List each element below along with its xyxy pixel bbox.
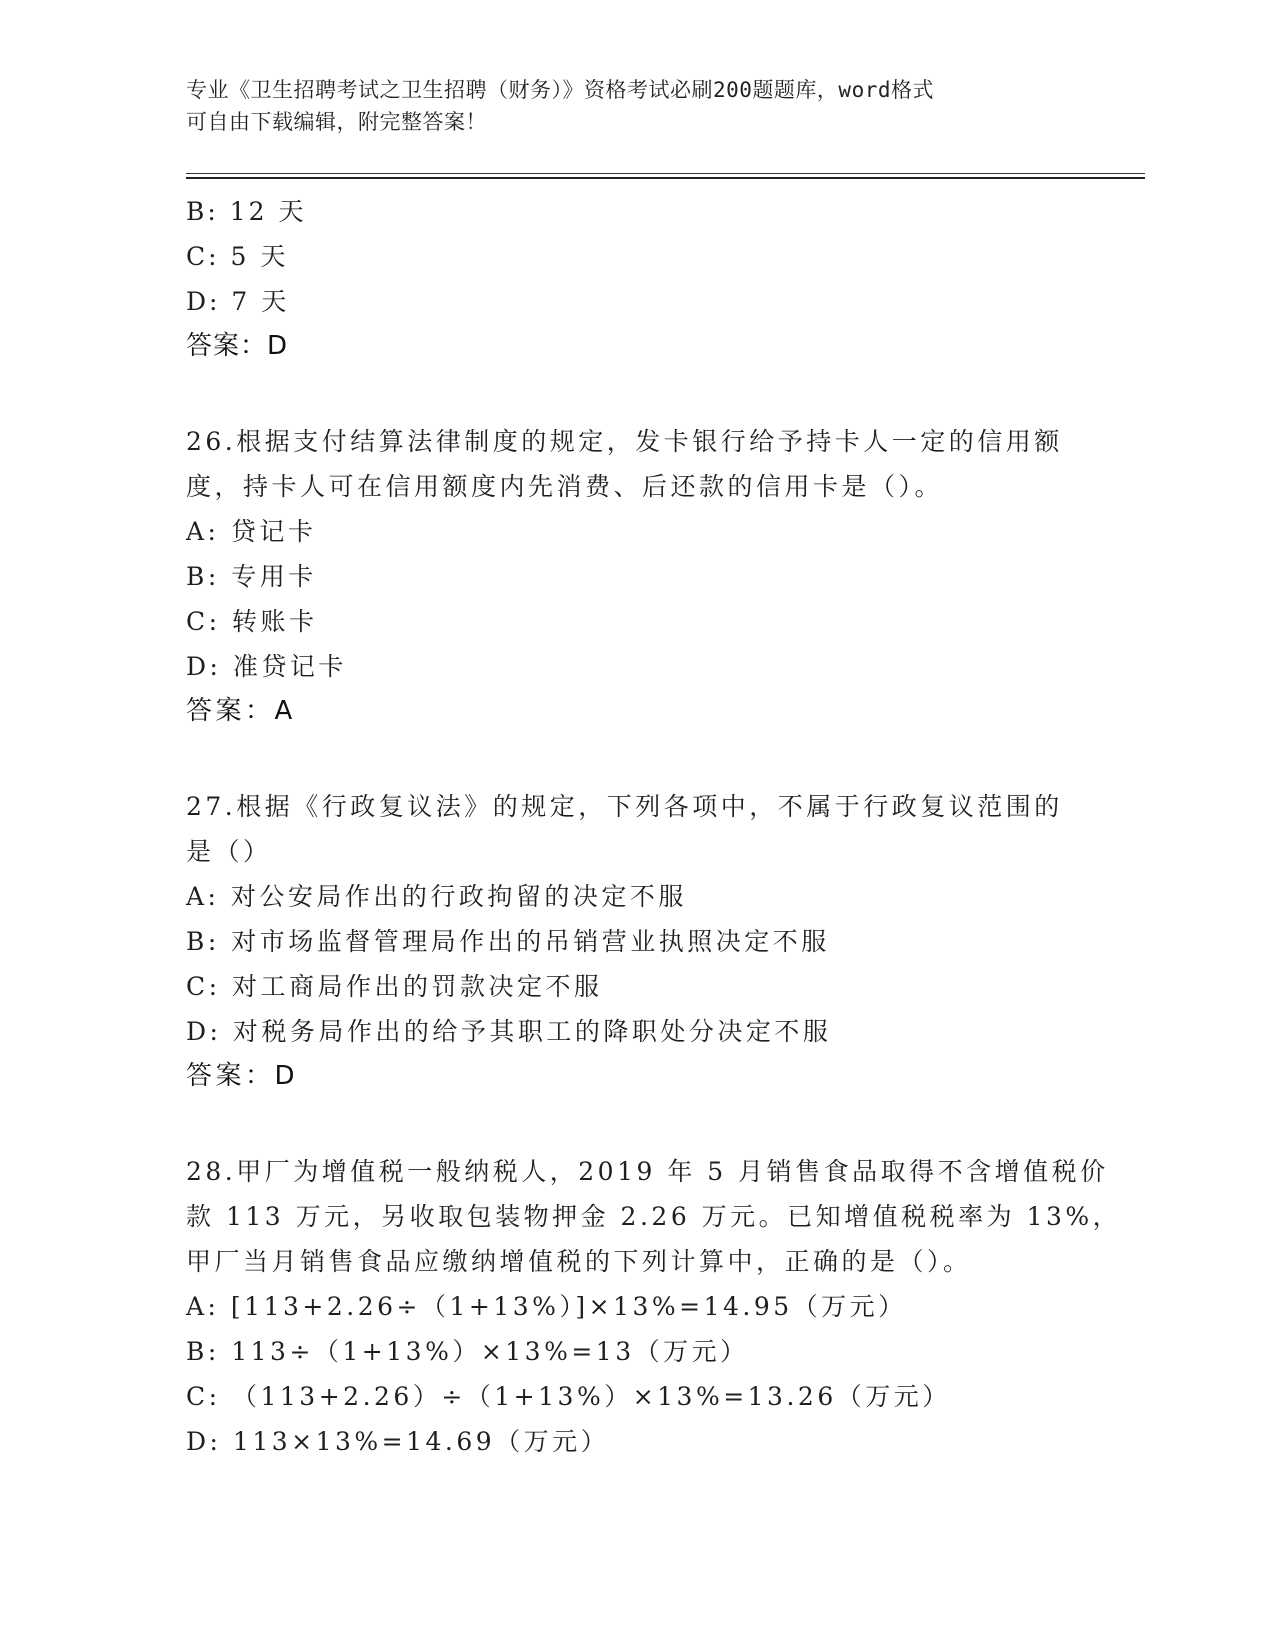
spacer <box>186 1099 1086 1149</box>
spacer <box>186 369 1086 419</box>
question-stem-line: 27.根据《行政复议法》的规定，下列各项中，不属于行政复议范围的 <box>186 792 1063 821</box>
header-line-1: 专业《卫生招聘考试之卫生招聘（财务）》资格考试必刷200题题库，word格式 <box>186 78 934 102</box>
header-line-2: 可自由下载编辑，附完整答案！ <box>186 110 487 134</box>
option-b: B: 对市场监督管理局作出的吊销营业执照决定不服 <box>186 927 830 956</box>
option-c: C: （113+2.26）÷（1+13%）×13%=13.26（万元） <box>186 1382 951 1411</box>
answer-line: 答案：A <box>186 696 296 726</box>
question-stem-line: 28.甲厂为增值税一般纳税人，2019 年 5 月销售食品取得不含增值税价 <box>186 1157 1109 1186</box>
header-rule-thick <box>186 177 1145 179</box>
option-b: B: 12 天 <box>186 197 307 226</box>
question-25-tail <box>186 189 1086 369</box>
option-a: A: 贷记卡 <box>186 517 317 546</box>
option-d: D: 113×13%=14.69（万元） <box>186 1427 610 1456</box>
question-stem-line: 甲厂当月销售食品应缴纳增值税的下列计算中，正确的是（）。 <box>186 1247 972 1276</box>
spacer <box>186 734 1086 784</box>
question-28 <box>186 1149 1122 1464</box>
question-27 <box>186 784 1086 1099</box>
option-d: D: 7 天 <box>186 287 290 316</box>
option-b: B: 专用卡 <box>186 562 317 591</box>
option-d: D: 准贷记卡 <box>186 652 347 681</box>
question-stem-line: 是（） <box>186 837 272 866</box>
option-b: B: 113÷（1+13%）×13%=13（万元） <box>186 1337 749 1366</box>
option-c: C: 转账卡 <box>186 607 318 636</box>
document-header <box>186 74 1086 138</box>
option-c: C: 5 天 <box>186 242 289 271</box>
option-d: D: 对税务局作出的给予其职工的降职处分决定不服 <box>186 1017 832 1046</box>
header-rule-thin <box>186 173 1145 174</box>
question-26 <box>186 419 1086 734</box>
question-stem-line: 26.根据支付结算法律制度的规定，发卡银行给予持卡人一定的信用额 <box>186 427 1063 456</box>
answer-line: 答案：D <box>186 1061 299 1091</box>
question-content <box>186 189 1122 1464</box>
question-stem-line: 款 113 万元，另收取包装物押金 2.26 万元。已知增值税税率为 13%， <box>186 1202 1122 1231</box>
option-a: A: 对公安局作出的行政拘留的决定不服 <box>186 882 687 911</box>
answer-line: 答案：D <box>186 331 289 361</box>
option-a: A: [113+2.26÷（1+13%）]×13%=14.95（万元） <box>186 1292 907 1321</box>
option-c: C: 对工商局作出的罚款决定不服 <box>186 972 603 1001</box>
question-stem-line: 度，持卡人可在信用额度内先消费、后还款的信用卡是（）。 <box>186 472 944 501</box>
